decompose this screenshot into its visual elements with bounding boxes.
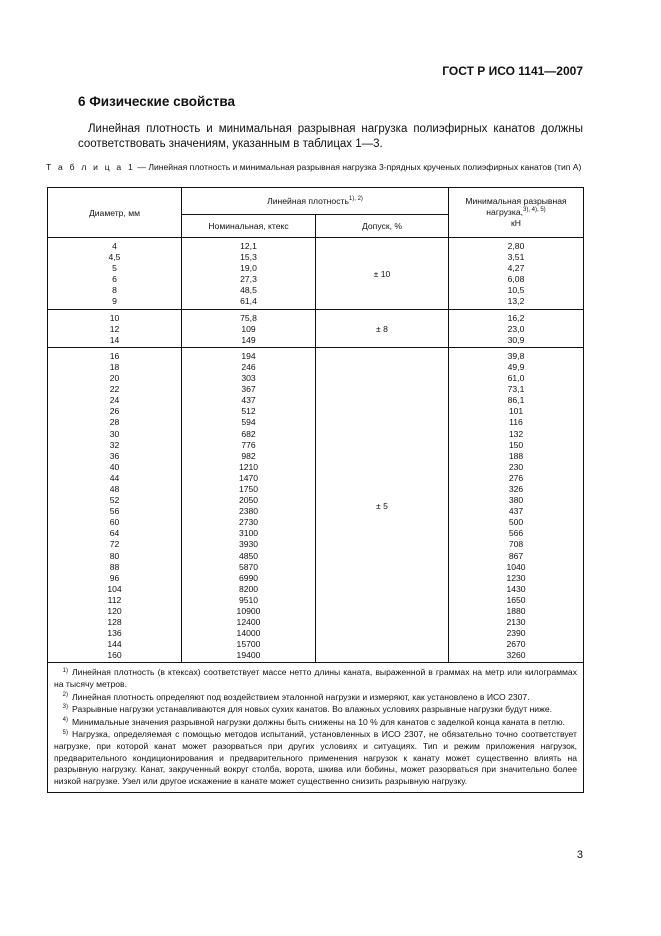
diameter-column [48,347,182,663]
min-load-column [449,309,584,347]
table-cell: 49,9 [507,361,525,372]
header-min-load-line1: Минимальная разрывная [465,196,567,206]
page-number: 3 [576,849,583,861]
table-cell: 3100 [238,528,259,539]
table-cell: 48 [109,483,120,494]
header-min-load-line2 [449,207,583,218]
section-title: 6 Физические свойства [78,94,236,109]
table-group-row [48,347,584,663]
footnote: $^{5)}$ Нагрузка, определяемая с помощью методов испытаний, установленных в ИСО 2307, не обязательно точно соответствует нагрузке, при которой канат может разорваться при других условиях и ситуациях. Тип и режим приложения нагрузок, предварительного кондиционирования и предварительного применения нагрузок к канату может существенно влиять на разрывную нагрузку. Канат, закрученный вокруг столба, ворота, шкива или бобины, может разорваться при значительно более низкой нагрузке. Узел или другое искажение в канате может существенно снизить разрывную нагрузку. [54,729,577,786]
table-cell: 867 [508,550,524,561]
table-cell: 144 [107,639,122,650]
table-cell: 194 [241,350,256,361]
min-load-column [449,238,584,310]
table-cell: 15,3 [240,252,257,263]
intro-paragraph: Линейная плотность и минимальная разрывная нагрузка полиэфирных канатов должны соответствовать значениям, указанным в таблицах 1—3. [78,123,583,150]
table-cell: 4850 [238,550,259,561]
table-cell: 5 [112,263,117,274]
table-cell: 2380 [238,506,259,517]
table-caption-label: Т а б л и ц а 1 [46,162,135,172]
table-cell: 73,1 [507,384,525,395]
table-cell: 2730 [238,517,259,528]
footnote: $^{4)}$ Минимальные значения разрывной нагрузки должны быть снижены на 10 % для канатов с заделкой конца каната в петлю. [62,716,565,727]
table-cell: 6990 [238,572,259,583]
table-cell: 4,27 [507,263,525,274]
table-cell: 61,0 [507,373,525,384]
table-cell: 982 [241,450,256,461]
table-cell: 19400 [236,650,261,661]
table-cell: 13,2 [507,296,525,307]
table-cell: 367 [241,384,256,395]
header-linear-density-label: Линейная плотность [267,196,349,206]
table-cell: 1880 [506,606,526,616]
table-cell: 10900 [236,606,261,616]
table-cell: 101 [508,406,524,417]
table-cell: 12 [109,323,120,334]
table-cell: 26 [109,406,120,417]
table-cell: 22 [109,384,120,395]
table-cell: 18 [109,361,120,372]
header-min-load [449,188,584,238]
table-cell: 86,1 [507,395,525,406]
table-cell: 104 [107,583,122,594]
table-cell: 10 [109,312,120,323]
table-group-row [48,309,584,347]
table-cell: 14 [109,334,120,345]
nominal-density-column [182,347,316,663]
table-cell: 30 [109,428,120,439]
table-cell: 12400 [236,617,261,628]
table-group-row [48,238,584,310]
table-cell: 60 [109,517,120,528]
table-cell: 8 [112,285,117,296]
footnote-text: Линейная плотность определяют под воздействием эталонной нагрузки и измеряют, как установлено в ИСО 2307. [72,691,530,702]
footnote-text: Линейная плотность (в ктексах) соответствует массе нетто длины каната, выраженной в граммах на метр или килограммах на тысячу метров. [54,667,577,690]
table-cell: 1430 [506,583,526,594]
table-cell: 23,0 [507,323,525,334]
table-cell: 1230 [506,572,526,583]
table-cell: 112 [107,594,122,605]
header-min-load-sup: 3), 4), 5) [523,207,546,214]
footnote-text: Минимальные значения разрывной нагрузки должны быть снижены на 10 % для канатов с заделкой конца каната в петлю. [72,716,565,727]
table-cell: 52 [109,495,120,506]
table-cell: 776 [241,439,256,450]
table-cell: 1650 [506,594,526,605]
table-cell: 88 [109,561,120,572]
table-cell: 150 [508,439,524,450]
table-cell: 380 [508,495,524,506]
footnote-text: Разрывные нагрузки устанавливаются для новых сухих канатов. Во влажных условиях разрывные нагрузки будут ниже. [72,704,553,715]
table-cell: 2050 [238,495,259,506]
table-cell: 40 [109,461,120,472]
table-cell: 594 [241,417,256,428]
tolerance-cell: ± 5 [316,347,449,663]
table-cell: 276 [508,472,524,483]
table-caption [46,161,586,173]
table-cell: 24 [109,395,120,406]
table-cell: 20 [109,373,120,384]
table-cell: 28 [109,417,120,428]
table-cell: 132 [508,428,524,439]
table-cell: 136 [107,628,122,639]
table-cell: 48,5 [240,285,257,296]
footnote: $^{3)}$ Разрывные нагрузки устанавливаются для новых сухих канатов. Во влажных условиях разрывные нагрузки будут ниже. [62,704,553,715]
tolerance-cell: ± 10 [316,238,449,310]
table-cell: 1470 [238,472,259,483]
table-cell: 1040 [506,561,526,572]
header-linear-density [182,188,449,215]
table-cell: 682 [241,428,256,439]
table-cell: 19,0 [240,263,257,274]
properties-table [47,187,584,793]
table-cell: 303 [241,373,256,384]
table-cell: 2670 [506,639,526,650]
table-cell: 2390 [506,628,526,639]
table-cell: 15700 [236,639,261,650]
table-cell: 3260 [506,650,526,661]
table-cell: 64 [109,528,120,539]
table-cell: 4 [112,241,117,251]
table-cell: 149 [241,334,256,345]
table-cell: 56 [109,506,120,517]
table-cell: 10,5 [507,285,525,296]
table-cell: 44 [109,472,120,483]
diameter-column [48,238,182,310]
table-cell: 500 [508,517,524,528]
diameter-column [48,309,182,347]
table-cell: 16 [109,350,120,361]
table-cell: 12,1 [240,241,257,251]
tolerance-cell: ± 8 [316,309,449,347]
nominal-density-column [182,309,316,347]
header-linear-density-sup: 1), 2) [348,196,363,203]
table-cell: 120 [107,606,122,616]
table-cell: 566 [508,528,524,539]
table-cell: 27,3 [240,274,257,285]
table-cell: 4,5 [108,252,121,263]
header-nominal: Номинальная, ктекс [182,215,316,238]
table-cell: 9 [112,296,117,307]
table-cell: 3,51 [507,252,525,263]
table-cell: 36 [109,450,120,461]
table-cell: 1210 [238,461,259,472]
standard-code: ГОСТ Р ИСО 1141—2007 [442,64,583,78]
header-min-load-line2-label: нагрузка, [486,207,523,217]
header-min-load-unit: кН [511,218,521,228]
table-cell: 512 [241,406,256,417]
table-caption-text: — Линейная плотность и минимальная разрывная нагрузка 3-прядных крученых полиэфирных канатов (тип А) [134,162,582,172]
table-cell: 128 [107,617,122,628]
table-cell: 5870 [238,561,259,572]
table-cell: 14000 [236,628,261,639]
footnote: $^{1)}$ Линейная плотность (в ктексах) соответствует массе нетто длины каната, выраженной в граммах на метр или килограммах на тысячу метров. [54,667,577,690]
table-cell: 16,2 [507,312,525,323]
table-cell: 6 [112,274,117,285]
table-cell: 96 [109,572,120,583]
table-cell: 80 [109,550,120,561]
table-cell: 3930 [238,539,259,550]
table-cell: 116 [509,417,523,428]
table-cell: 6,08 [507,274,525,285]
table-cell: 246 [241,361,256,372]
table-cell: 160 [107,650,122,661]
footnote-text: Нагрузка, определяемая с помощью методов испытаний, установленных в ИСО 2307, не обязательно точно соответствует нагрузке, при которой канат может разорваться при других условиях и ситуациях. Тип и режим приложения нагрузок, предварительного кондиционирования и предварительного применения нагрузок к канату может существенно влиять на разрывную нагрузку. Канат, закрученный вокруг столба, ворота, шкива или бобины, может разорваться при значительно более низкой нагрузке. Узел или другое искажение в канате может существенно снизить разрывную нагрузку. [54,729,577,786]
footnote: $^{2)}$ Линейная плотность определяют под воздействием эталонной нагрузки и измеряют, как установлено в ИСО 2307. [62,691,530,702]
header-tolerance: Допуск, % [316,215,449,238]
table-cell: 109 [241,323,256,334]
table-cell: 230 [508,461,524,472]
table-cell: 61,4 [240,296,257,307]
table-cell: 39,8 [507,350,525,361]
table-body [48,238,584,663]
header-diameter: Диаметр, мм [48,188,182,238]
table-cell: 9510 [238,594,259,605]
table-cell: 326 [508,483,524,494]
table-cell: 75,8 [240,312,257,323]
min-load-column [449,347,584,663]
table-cell: 188 [508,450,524,461]
table-cell: 30,9 [507,334,525,345]
table-cell: 708 [508,539,524,550]
table-cell: 72 [109,539,120,550]
table-cell: 8200 [238,583,259,594]
table-notes [48,663,584,793]
table-cell: 1750 [238,483,259,494]
table-cell: 2130 [506,617,526,628]
table-cell: 32 [109,439,120,450]
table-cell: 437 [508,506,524,517]
table-cell: 2,80 [507,241,525,251]
nominal-density-column [182,238,316,310]
table-cell: 437 [241,395,256,406]
